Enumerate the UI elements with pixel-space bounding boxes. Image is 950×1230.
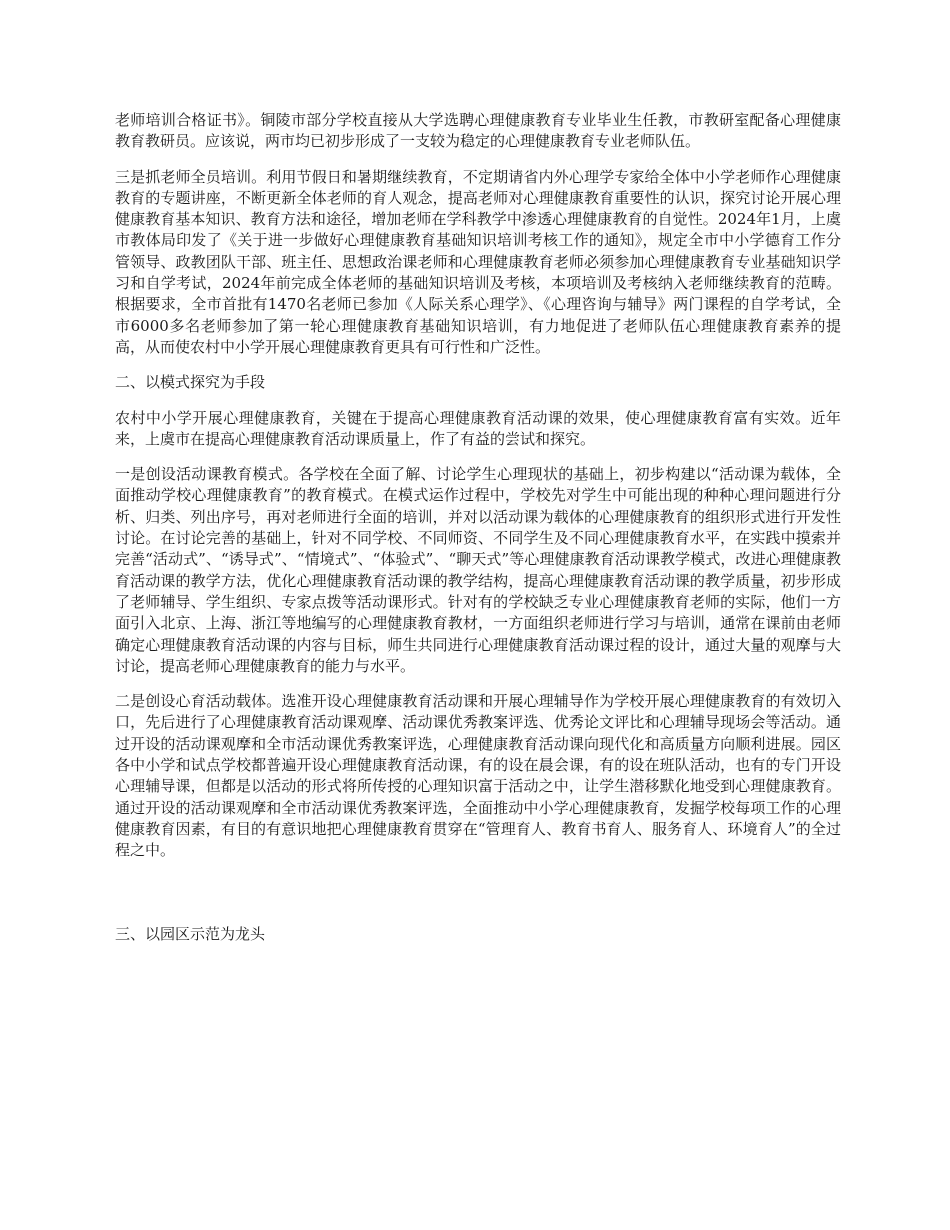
paragraph-activity-model: 一是创设活动课教育模式。各学校在全面了解、讨论学生心理现状的基础上，初步构建以“活动课为载体，全面推动学校心理健康教育”的教育模式。在模式运作过程中，学校先对学生中可能出现的种种心理问题进行分析、归类、列出序号，再对老师进行全面的培训，并对以活动课为载体的心理健康教育的组织形式进行开发性讨论。在讨论完善的基础上，针对不同学校、不同师资、不同学生及不同心理健康教育水平，在实践中摸索并完善“活动式”、“诱导式”、“情境式”、“体验式”、“聊天式”等心理健康教育活动课教学模式，改进心理健康教育活动课的教学方法，优化心理健康教育活动课的教学结构，提高心理健康教育活动课的教学质量，初步形成了老师辅导、学生组织、专家点拨等活动课形式。针对有的学校缺乏专业心理健康教育老师的实际，他们一方面引入北京、上海、浙江等地编写的心理健康教育教材，一方面组织老师进行学习与培训，通常在课前由老师确定心理健康教育活动课的内容与目标，师生共同进行心理健康教育活动课过程的设计，通过大量的观摩与大讨论，提高老师心理健康教育的能力与水平。 — [115, 465, 841, 675]
section-heading-park-demonstration: 三、以园区示范为龙头 — [115, 924, 266, 943]
section-heading-model-exploration: 二、以模式探究为手段 — [115, 373, 266, 392]
paragraph-activity-carrier: 二是创设心育活动载体。选准开设心理健康教育活动课和开展心理辅导作为学校开展心理健康教育的有效切入口，先后进行了心理健康教育活动课观摩、活动课优秀教案评选、优秀论文评比和心理辅导现场会等活动。通过开设的活动课观摩和全市活动课优秀教案评选，心理健康教育活动课向现代化和高质量方向顺利进展。园区各中小学和试点学校都普遍开设心理健康教育活动课，有的设在晨会课，有的设在班队活动，也有的专门开设心理辅导课，但都是以活动的形式将所传授的心理知识富于活动之中，让学生潜移默化地受到心理健康教育。通过开设的活动课观摩和全市活动课优秀教案评选，全面推动中小学心理健康教育，发掘学校每项工作的心理健康教育因素，有目的有意识地把心理健康教育贯穿在“管理育人、教育书育人、服务育人、环境育人”的全过程之中。 — [115, 692, 841, 860]
section-spacer — [115, 876, 841, 924]
paragraph-teacher-training: 三是抓老师全员培训。利用节假日和暑期继续教育，不定期请省内外心理学专家给全体中小学老师作心理健康教育的专题讲座，不断更新全体老师的育人观念，提高老师对心理健康教育重要性的认识，探究讨论开展心理健康教育基本知识、教育方法和途径，增加老师在学科教学中渗透心理健康教育的自觉性。2024年1月，上虞市教体局印发了《关于进一步做好心理健康教育基础知识培训考核工作的通知》，规定全市中小学德育工作分管领导、政教团队干部、班主任、思想政治课老师和心理健康教育老师必须参加心理健康教育专业基础知识学习和自学考试，2024年前完成全体老师的基础知识培训及考核，本项培训及考核纳入老师继续教育的范畴。根据要求，全市首批有1470名老师已参加《人际关系心理学》、《心理咨询与辅导》两门课程的自学考试，全市6000多名老师参加了第一轮心理健康教育基础知识培训，有力地促进了老师队伍心理健康教育素养的提高，从而使农村中小学开展心理健康教育更具有可行性和广泛性。 — [115, 167, 841, 356]
paragraph-activity-effect: 农村中小学开展心理健康教育，关键在于提高心理健康教育活动课的效果，使心理健康教育富有实效。近年来，上虞市在提高心理健康教育活动课质量上，作了有益的尝试和探究。 — [115, 408, 841, 448]
document-page — [115, 110, 841, 959]
paragraph-teacher-certificate: 老师培训合格证书》。铜陵市部分学校直接从大学选聘心理健康教育专业毕业生任教，市教研室配备心理健康教育教研员。应该说，两市均已初步形成了一支较为稳定的心理健康教育专业老师队伍。 — [115, 111, 841, 151]
